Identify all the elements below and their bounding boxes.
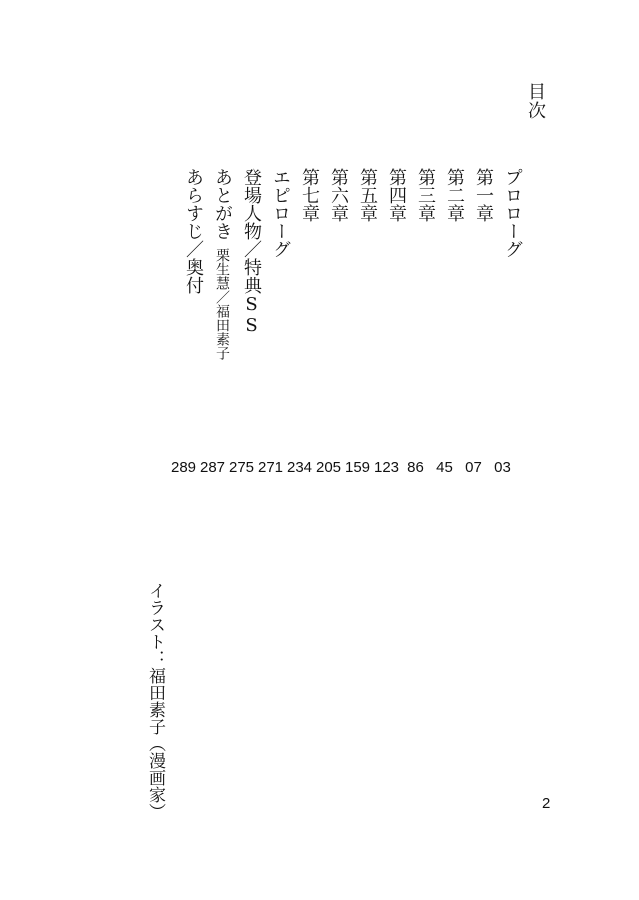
toc-page-number: 271 [257, 459, 284, 476]
toc-page-number: 234 [286, 459, 313, 476]
toc-page-number: 03 [494, 459, 511, 476]
toc-entry [329, 168, 347, 360]
toc-entry-label: プロローグ [502, 168, 523, 258]
page-number: 2 [542, 795, 551, 812]
toc-entry-label: 第六章 [328, 168, 349, 222]
toc-page-number: 45 [436, 459, 453, 476]
toc-page-number: 86 [407, 459, 424, 476]
toc-entry [358, 168, 376, 360]
toc-entry-authors: 栗生慧／福田素子 [214, 248, 230, 360]
illustration-credit: イラスト：福田素子（漫画家） [145, 582, 165, 820]
toc-entry [213, 168, 231, 360]
toc-entry [445, 168, 463, 360]
toc-entry [416, 168, 434, 360]
toc-entry-label: あらすじ／奥付 [183, 168, 204, 294]
toc-entry [242, 168, 260, 360]
toc-entry [387, 168, 405, 360]
toc-entry-label: エピローグ [270, 168, 291, 258]
toc-page-number: 159 [344, 459, 371, 476]
toc-page-number: 123 [373, 459, 400, 476]
toc-list [184, 168, 521, 360]
toc-page-number: 07 [465, 459, 482, 476]
toc-entry-label: 第二章 [444, 168, 465, 222]
toc-entry [300, 168, 318, 360]
toc-page-number: 205 [315, 459, 342, 476]
toc-page-number: 275 [228, 459, 255, 476]
toc-page-number: 289 [170, 459, 197, 476]
toc-entry-label: 登場人物／特典SS [241, 168, 262, 336]
toc-page-numbers [169, 459, 517, 476]
toc-entry [271, 168, 289, 360]
toc-entry [474, 168, 492, 360]
toc-entry [184, 168, 202, 360]
toc-entry-label: 第五章 [357, 168, 378, 222]
toc-entry-label: 第三章 [415, 168, 436, 222]
toc-entry-label: 第四章 [386, 168, 407, 222]
toc-title: 目次 [525, 82, 546, 120]
toc-entry-label: 第七章 [299, 168, 320, 222]
toc-entry [503, 168, 521, 360]
toc-entry-label: 第一章 [473, 168, 494, 222]
toc-entry-label: あとがき [212, 168, 233, 240]
toc-page-number: 287 [199, 459, 226, 476]
